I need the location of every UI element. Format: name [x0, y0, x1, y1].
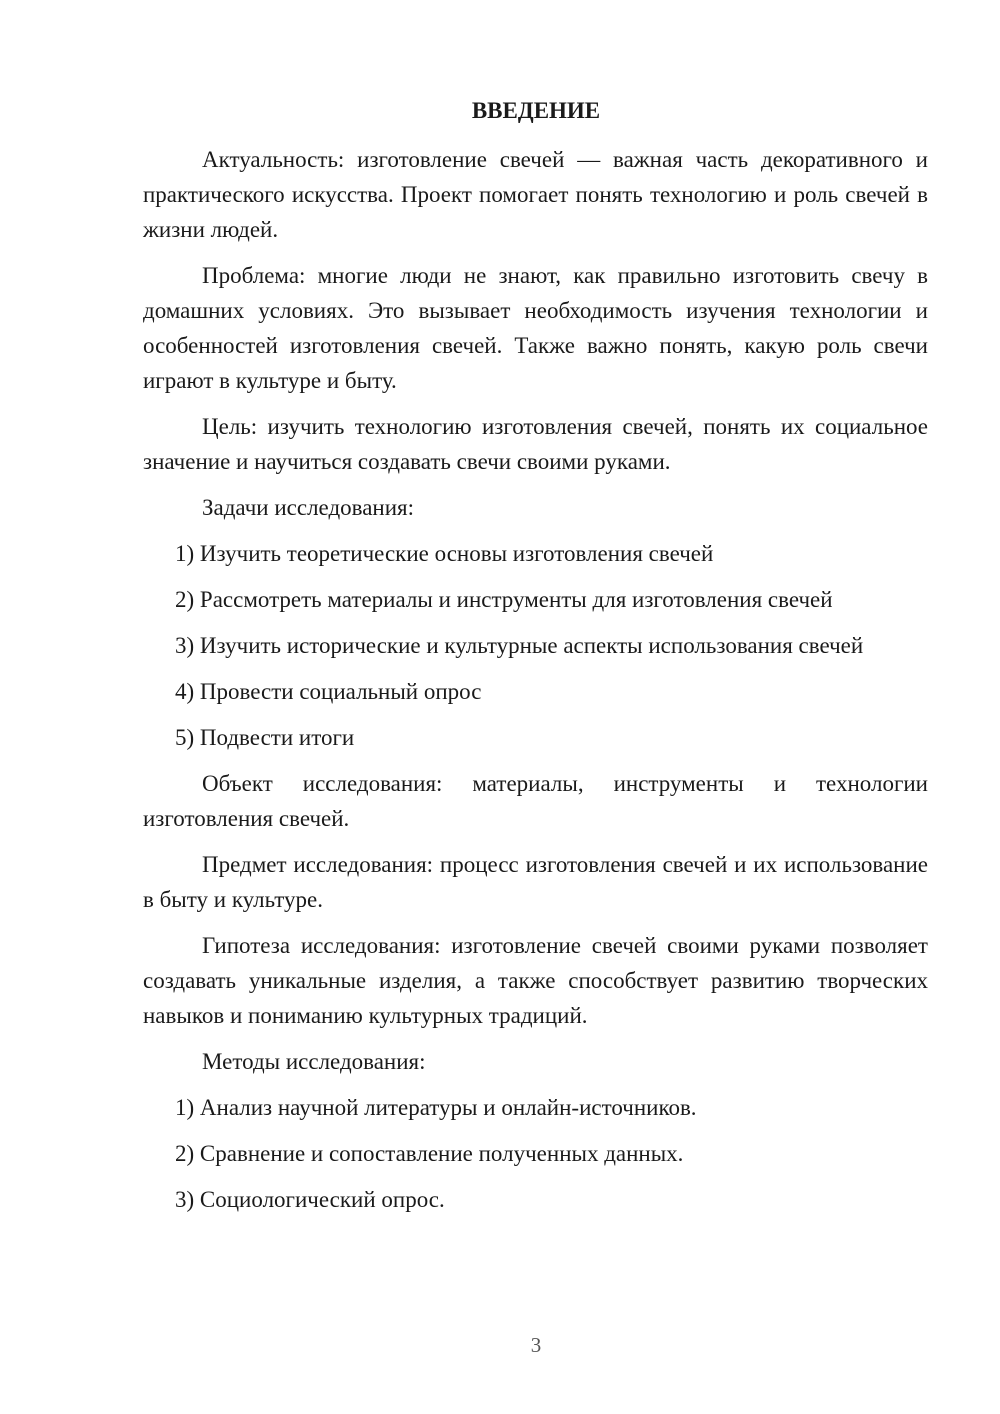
list-item: 1) Изучить теоретические основы изготовления свечей — [175, 541, 714, 566]
tasks-heading: Задачи исследования: — [202, 495, 415, 520]
relevance-paragraph: Актуальность: изготовление свечей — важная часть декоративного и практического искусства. Проект помогает понять технологию и роль свечей в жизни людей. — [143, 147, 928, 242]
subject-paragraph: Предмет исследования: процесс изготовления свечей и их использование в быту и культуре. — [143, 852, 928, 912]
page-title: ВВЕДЕНИЕ — [471, 98, 601, 123]
methods-heading: Методы исследования: — [202, 1049, 426, 1074]
tasks-list — [143, 536, 928, 755]
goal-paragraph: Цель: изучить технологию изготовления свечей, понять их социальное значение и научиться создавать свечи своими руками. — [143, 414, 928, 474]
list-item: 3) Изучить исторические и культурные аспекты использования свечей — [175, 633, 864, 658]
list-item: 1) Анализ научной литературы и онлайн-источников. — [175, 1095, 697, 1120]
list-item: 2) Сравнение и сопоставление полученных данных. — [175, 1141, 684, 1166]
list-item: 5) Подвести итоги — [175, 725, 355, 750]
document-body — [143, 142, 928, 1228]
object-paragraph: Объект исследования: материалы, инструменты и технологии изготовления свечей. — [143, 771, 928, 831]
hypothesis-paragraph: Гипотеза исследования: изготовление свечей своими руками позволяет создавать уникальные изделия, а также способствует развитию творческих навыков и пониманию культурных традиций. — [143, 933, 928, 1028]
list-item: 4) Провести социальный опрос — [175, 679, 482, 704]
page-number: 3 — [530, 1333, 542, 1357]
list-item: 2) Рассмотреть материалы и инструменты для изготовления свечей — [175, 587, 833, 612]
methods-list — [143, 1090, 928, 1217]
list-item: 3) Социологический опрос. — [175, 1187, 445, 1212]
problem-paragraph: Проблема: многие люди не знают, как правильно изготовить свечу в домашних условиях. Это вызывает необходимость изучения технологии и особенностей изготовления свечей. Также важно понять, какую роль свечи играют в культуре и быту. — [143, 263, 928, 393]
